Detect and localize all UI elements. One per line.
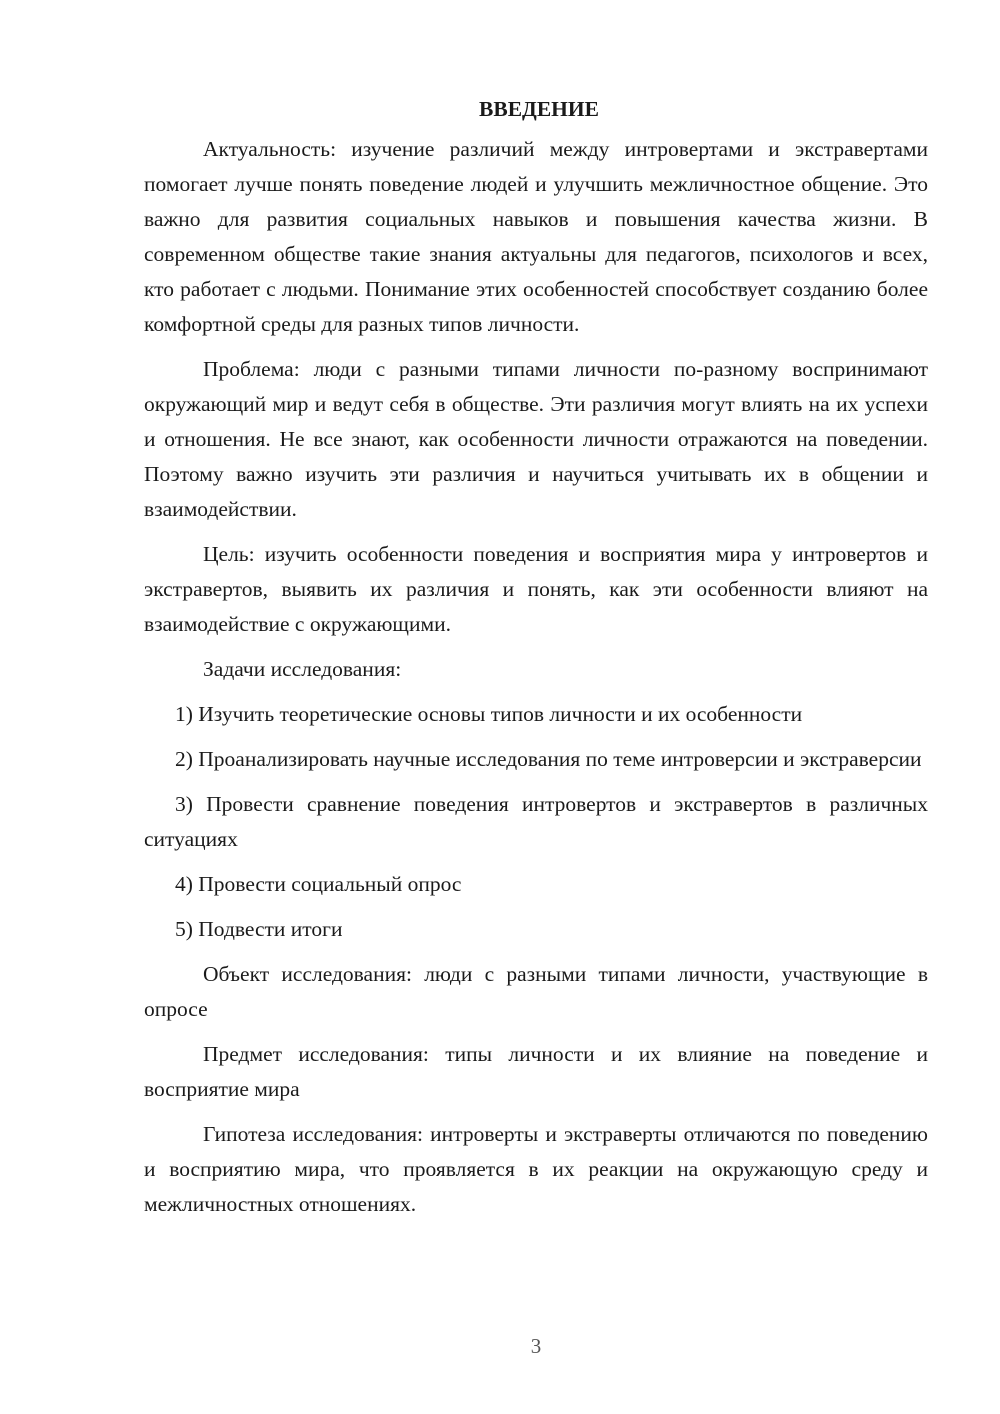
goal-paragraph: Цель: изучить особенности поведения и восприятия мира у интровертов и экстравертов, выявить их различия и понять, как эти особенности влияют на взаимодействие с окружающими. [144,542,928,636]
section-heading: ВВЕДЕНИЕ [479,97,599,121]
task-item: 2) Проанализировать научные исследования по теме интроверсии и экстраверсии [175,747,922,771]
hypothesis-paragraph: Гипотеза исследования: интроверты и экстраверты отличаются по поведению и восприятию мира, что проявляется в их реакции на окружающую среду и межличностных отношениях. [144,1122,928,1216]
task-item: 4) Провести социальный опрос [175,872,462,896]
relevance-paragraph: Актуальность: изучение различий между интровертами и экстравертами помогает лучше понять поведение людей и улучшить межличностное общение. Это важно для развития социальных навыков и повышения качества жизни. В современном обществе такие знания актуальны для педагогов, психологов и всех, кто работает с людьми. Понимание этих особенностей способствует созданию более комфортной среды для разных типов личности. [144,137,928,336]
tasks-title: Задачи исследования: [203,657,402,681]
document-page [144,92,928,1232]
task-item: 1) Изучить теоретические основы типов личности и их особенности [175,702,803,726]
object-paragraph: Объект исследования: люди с разными типами личности, участвующие в опросе [144,962,928,1021]
task-item: 5) Подвести итоги [175,917,343,941]
subject-paragraph: Предмет исследования: типы личности и их влияние на поведение и восприятие мира [144,1042,928,1101]
task-item: 3) Провести сравнение поведения интровертов и экстравертов в различных ситуациях [144,792,928,851]
page-number: 3 [530,1334,542,1358]
problem-paragraph: Проблема: люди с разными типами личности по-разному воспринимают окружающий мир и ведут себя в обществе. Эти различия могут влиять на их успехи и отношения. Не все знают, как особенности личности отражаются на поведении. Поэтому важно изучить эти различия и научиться учитывать их в общении и взаимодействии. [144,357,928,521]
